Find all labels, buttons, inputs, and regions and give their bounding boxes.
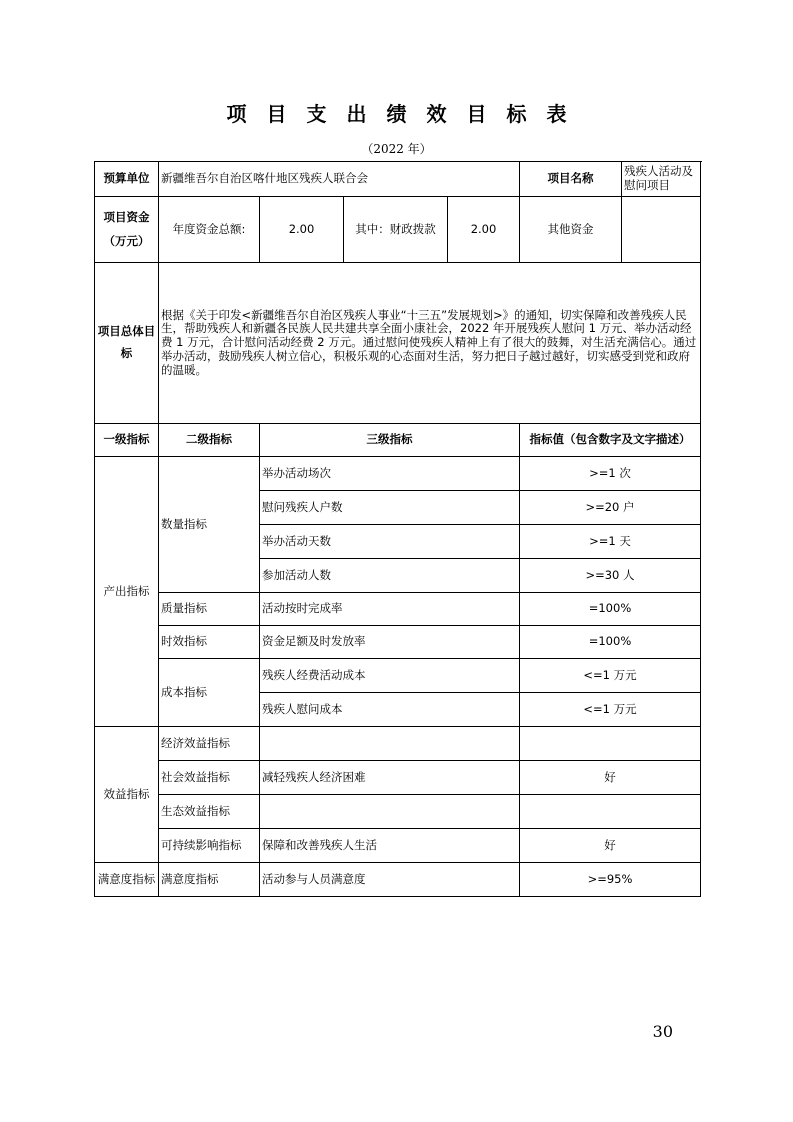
benefit-sub-label: 社会效益指标 (159, 761, 260, 795)
indicator-name: 减轻残疾人经济困难 (260, 761, 520, 795)
indicator-name: 举办活动天数 (260, 525, 520, 559)
fiscal-label: 其中：财政拨款 (344, 197, 448, 263)
benefit-sub-label: 生态效益指标 (159, 795, 260, 829)
column-header-level2: 二级指标 (159, 424, 260, 457)
column-header-value: 指标值（包含数字及文字描述） (520, 424, 701, 457)
page-year: （2022 年） (361, 142, 432, 156)
indicator-value: 好 (520, 761, 701, 795)
timeliness-indicator-label: 时效指标 (159, 626, 260, 659)
performance-table (94, 161, 701, 897)
funds-label-line1: 项目资金 (103, 209, 150, 224)
indicator-value: >=20 户 (520, 491, 701, 525)
indicator-name (260, 727, 520, 761)
table-row (95, 626, 701, 659)
page-title: 项目支出绩效目标表 (226, 102, 587, 126)
other-funds-label: 其他资金 (520, 197, 622, 263)
budget-unit-label: 预算单位 (95, 162, 159, 197)
goal-label-line1: 项目总体目 (97, 324, 156, 339)
column-header-level1: 一级指标 (95, 424, 159, 457)
table-row (95, 863, 701, 897)
table-row (95, 727, 701, 761)
page-number: 30 (652, 1022, 673, 1041)
quality-indicator-label: 质量指标 (159, 593, 260, 626)
fiscal-value: 2.00 (448, 197, 520, 263)
indicator-name: 活动参与人员满意度 (260, 863, 520, 897)
indicator-value: <=1 万元 (520, 659, 701, 693)
indicator-value: <=1 万元 (520, 693, 701, 727)
annual-total-label: 年度资金总额: (159, 197, 260, 263)
indicator-value: =100% (520, 626, 701, 659)
quantity-indicator-label: 数量指标 (159, 457, 260, 593)
indicator-value: >=1 次 (520, 457, 701, 491)
indicator-name (260, 795, 520, 829)
indicator-value: =100% (520, 593, 701, 626)
table-row (95, 761, 701, 795)
indicator-value: 好 (520, 829, 701, 863)
funds-label-line2: （万元） (103, 233, 150, 248)
indicator-value (520, 727, 701, 761)
table-row (95, 593, 701, 626)
satisfaction-indicator-label: 满意度指标 (95, 863, 159, 897)
indicator-name: 残疾人经费活动成本 (260, 659, 520, 693)
indicator-name: 慰问残疾人户数 (260, 491, 520, 525)
indicator-name: 资金足额及时发放率 (260, 626, 520, 659)
satisfaction-sub-label: 满意度指标 (159, 863, 260, 897)
cost-indicator-label: 成本指标 (159, 659, 260, 727)
indicator-name: 参加活动人数 (260, 559, 520, 593)
benefit-sub-label: 可持续影响指标 (159, 829, 260, 863)
table-row (95, 457, 701, 491)
indicator-name: 保障和改善残疾人生活 (260, 829, 520, 863)
goal-text: 根据《关于印发<新疆维吾尔自治区残疾人事业“十三五”发展规划>》的通知，切实保障和改善残疾人民生，帮助残疾人和新疆各民族人民共建共享全面小康社会，2022 年开展残疾人慰问 1 万元、举办活动经费 1 万元，合计慰问活动经费 2 万元。通过慰问使残疾人精神上有了很大的鼓舞，对生活充满信心。通过举办活动，鼓励残疾人树立信心，积极乐观的心态面对生活，努力把日子越过越好，切实感受到党和政府的温暖。 (159, 263, 701, 424)
project-name-label: 项目名称 (520, 162, 622, 197)
table-row (95, 829, 701, 863)
indicator-value: >=95% (520, 863, 701, 897)
goal-label (95, 263, 159, 424)
indicator-value: >=1 天 (520, 525, 701, 559)
other-funds-value (622, 197, 701, 263)
funds-label (95, 197, 159, 263)
indicator-value: >=30 人 (520, 559, 701, 593)
indicator-name: 残疾人慰问成本 (260, 693, 520, 727)
indicator-value (520, 795, 701, 829)
goal-label-line2: 标 (120, 346, 133, 360)
project-name-value: 残疾人活动及慰问项目 (622, 162, 701, 197)
table-row (95, 659, 701, 693)
benefit-indicator-label: 效益指标 (95, 727, 159, 863)
indicator-name: 举办活动场次 (260, 457, 520, 491)
annual-total-value: 2.00 (260, 197, 344, 263)
column-header-level3: 三级指标 (260, 424, 520, 457)
budget-unit-value: 新疆维吾尔自治区喀什地区残疾人联合会 (159, 162, 520, 197)
benefit-sub-label: 经济效益指标 (159, 727, 260, 761)
table-row (95, 795, 701, 829)
output-indicator-label: 产出指标 (95, 457, 159, 727)
indicator-name: 活动按时完成率 (260, 593, 520, 626)
